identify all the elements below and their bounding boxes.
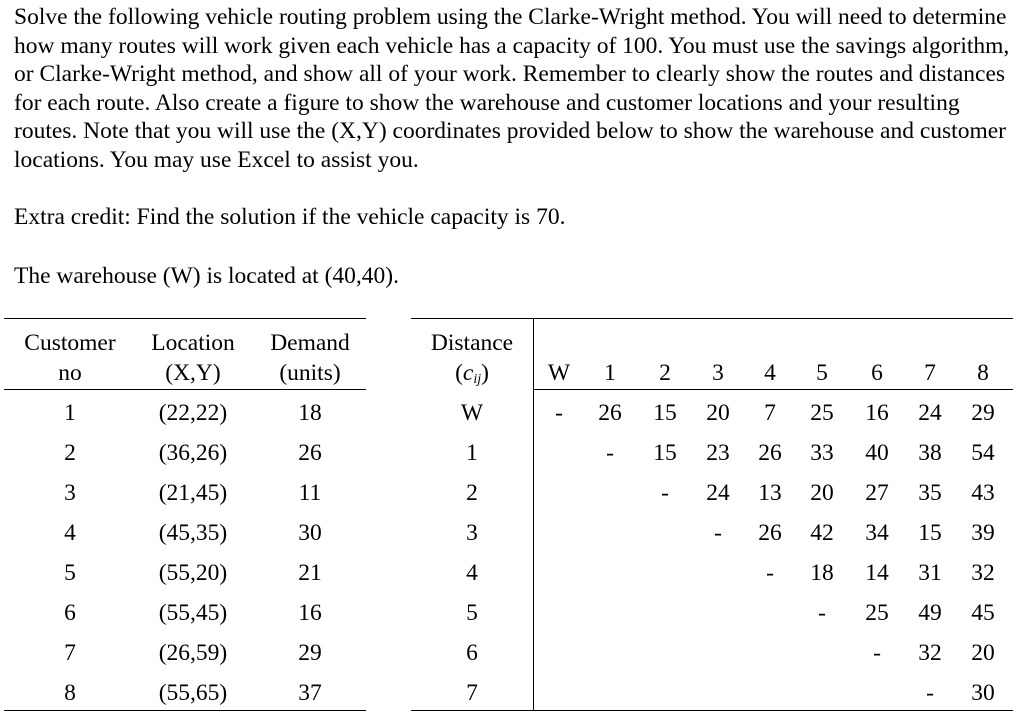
distance-cell: 26 — [598, 400, 622, 426]
customer-no: 4 — [64, 520, 76, 546]
distance-row-label: 5 — [466, 600, 478, 626]
distance-cell: 29 — [971, 400, 995, 426]
distance-cell: 20 — [810, 480, 834, 506]
header-customer-no: no — [58, 360, 82, 386]
customer-demand: 21 — [298, 560, 322, 586]
distance-cell: - — [766, 560, 774, 586]
distance-column-header: 6 — [871, 360, 883, 386]
warehouse-location-text: The warehouse (W) is located at (40,40). — [14, 263, 399, 289]
distance-cell: 31 — [918, 560, 942, 586]
distance-row-label: W — [460, 400, 484, 426]
distance-cell: - — [661, 480, 669, 506]
distance-cell: 15 — [918, 520, 942, 546]
header-demand-units: (units) — [279, 360, 341, 386]
header-location: Location — [151, 330, 235, 356]
distance-cell: 40 — [865, 440, 889, 466]
customer-location: (55,20) — [158, 560, 228, 586]
distance-row-label: 2 — [466, 480, 478, 506]
table-top-rule — [4, 318, 366, 319]
distance-cell: 49 — [918, 600, 942, 626]
distance-column-header: 5 — [816, 360, 828, 386]
customer-demand: 30 — [298, 520, 322, 546]
customer-location: (55,45) — [158, 600, 228, 626]
distance-column-header: 4 — [764, 360, 776, 386]
customer-location: (26,59) — [158, 640, 228, 666]
distance-cell: 34 — [865, 520, 889, 546]
distance-cell: 25 — [865, 600, 889, 626]
distance-cell: 35 — [918, 480, 942, 506]
distance-bottom-rule — [411, 710, 1013, 711]
customer-no: 6 — [64, 600, 76, 626]
distance-cell: 32 — [971, 560, 995, 586]
customer-location: (21,45) — [158, 480, 228, 506]
distance-column-header: 3 — [712, 360, 724, 386]
distance-row-label: 3 — [466, 520, 478, 546]
distance-row-label: 4 — [466, 560, 478, 586]
distance-column-header: 8 — [977, 360, 989, 386]
customer-no: 8 — [64, 680, 76, 706]
customer-no: 1 — [64, 400, 76, 426]
distance-cell: 24 — [706, 480, 730, 506]
customer-demand: 16 — [298, 600, 322, 626]
customer-no: 7 — [64, 640, 76, 666]
distance-column-header: 2 — [659, 360, 671, 386]
distance-cell: 26 — [758, 440, 782, 466]
customer-location: (22,22) — [158, 400, 228, 426]
header-distance: Distance — [430, 330, 514, 356]
distance-cell: 33 — [810, 440, 834, 466]
distance-header-rule — [533, 389, 1013, 390]
customer-demand: 11 — [298, 480, 322, 506]
distance-cell: - — [714, 520, 722, 546]
distance-cell: 18 — [810, 560, 834, 586]
distance-cell: - — [555, 400, 563, 426]
extra-credit-text: Extra credit: Find the solution if the vehicle capacity is 70. — [14, 204, 566, 230]
distance-cell: 54 — [971, 440, 995, 466]
distance-row-label: 6 — [466, 640, 478, 666]
distance-cell: 15 — [653, 440, 677, 466]
distance-cell: 23 — [706, 440, 730, 466]
distance-cell: 38 — [918, 440, 942, 466]
distance-cell: 32 — [918, 640, 942, 666]
distance-cell: 20 — [706, 400, 730, 426]
distance-top-rule — [411, 318, 1013, 319]
distance-cell: 14 — [865, 560, 889, 586]
customer-demand: 18 — [298, 400, 322, 426]
distance-column-header: W — [547, 360, 571, 386]
customer-location: (55,65) — [158, 680, 228, 706]
customer-no: 3 — [64, 480, 76, 506]
table-bottom-rule — [4, 710, 366, 711]
distance-cell: - — [818, 600, 826, 626]
customer-no: 2 — [64, 440, 76, 466]
distance-cell: 16 — [865, 400, 889, 426]
distance-cell: 25 — [810, 400, 834, 426]
customer-location: (36,26) — [158, 440, 228, 466]
customer-demand: 29 — [298, 640, 322, 666]
table-header-rule — [4, 389, 366, 390]
customer-location: (45,35) — [158, 520, 228, 546]
distance-column-header: 7 — [924, 360, 936, 386]
customer-demand: 37 — [298, 680, 322, 706]
distance-cell: 26 — [758, 520, 782, 546]
header-location-xy: (X,Y) — [165, 360, 221, 386]
customer-no: 5 — [64, 560, 76, 586]
header-cij: $(c_{ij})$ — [455, 360, 489, 387]
distance-row-label: 1 — [466, 440, 478, 466]
distance-cell: 20 — [971, 640, 995, 666]
distance-cell: - — [926, 680, 934, 706]
distance-cell: 30 — [971, 680, 995, 706]
distance-cell: 13 — [758, 480, 782, 506]
distance-cell: 7 — [764, 400, 776, 426]
distance-cell: - — [873, 640, 881, 666]
header-demand: Demand — [270, 330, 350, 356]
distance-cell: 45 — [971, 600, 995, 626]
distance-cell: 15 — [653, 400, 677, 426]
distance-cell: 39 — [971, 520, 995, 546]
header-customer: Customer — [24, 330, 116, 356]
distance-cell: 43 — [971, 480, 995, 506]
distance-cell: 24 — [918, 400, 942, 426]
distance-row-label: 7 — [466, 680, 478, 706]
customer-demand: 26 — [298, 440, 322, 466]
problem-statement: Solve the following vehicle routing problem using the Clarke-Wright method. You will need to determine how many routes will work given each vehicle has a capacity of 100. You must use the savings algorithm, or Clarke-Wright method, and show all of your work. Remember to clearly show the routes and distances for each route. Also create a figure to show the warehouse and customer locations and your resulting routes. Note that you will use the (X,Y) coordinates provided below to show the warehouse and customer locations. You may use Excel to assist you. — [14, 4, 1010, 173]
distance-cell: 42 — [810, 520, 834, 546]
distance-cell: - — [606, 440, 614, 466]
distance-column-header: 1 — [604, 360, 616, 386]
distance-cell: 27 — [865, 480, 889, 506]
